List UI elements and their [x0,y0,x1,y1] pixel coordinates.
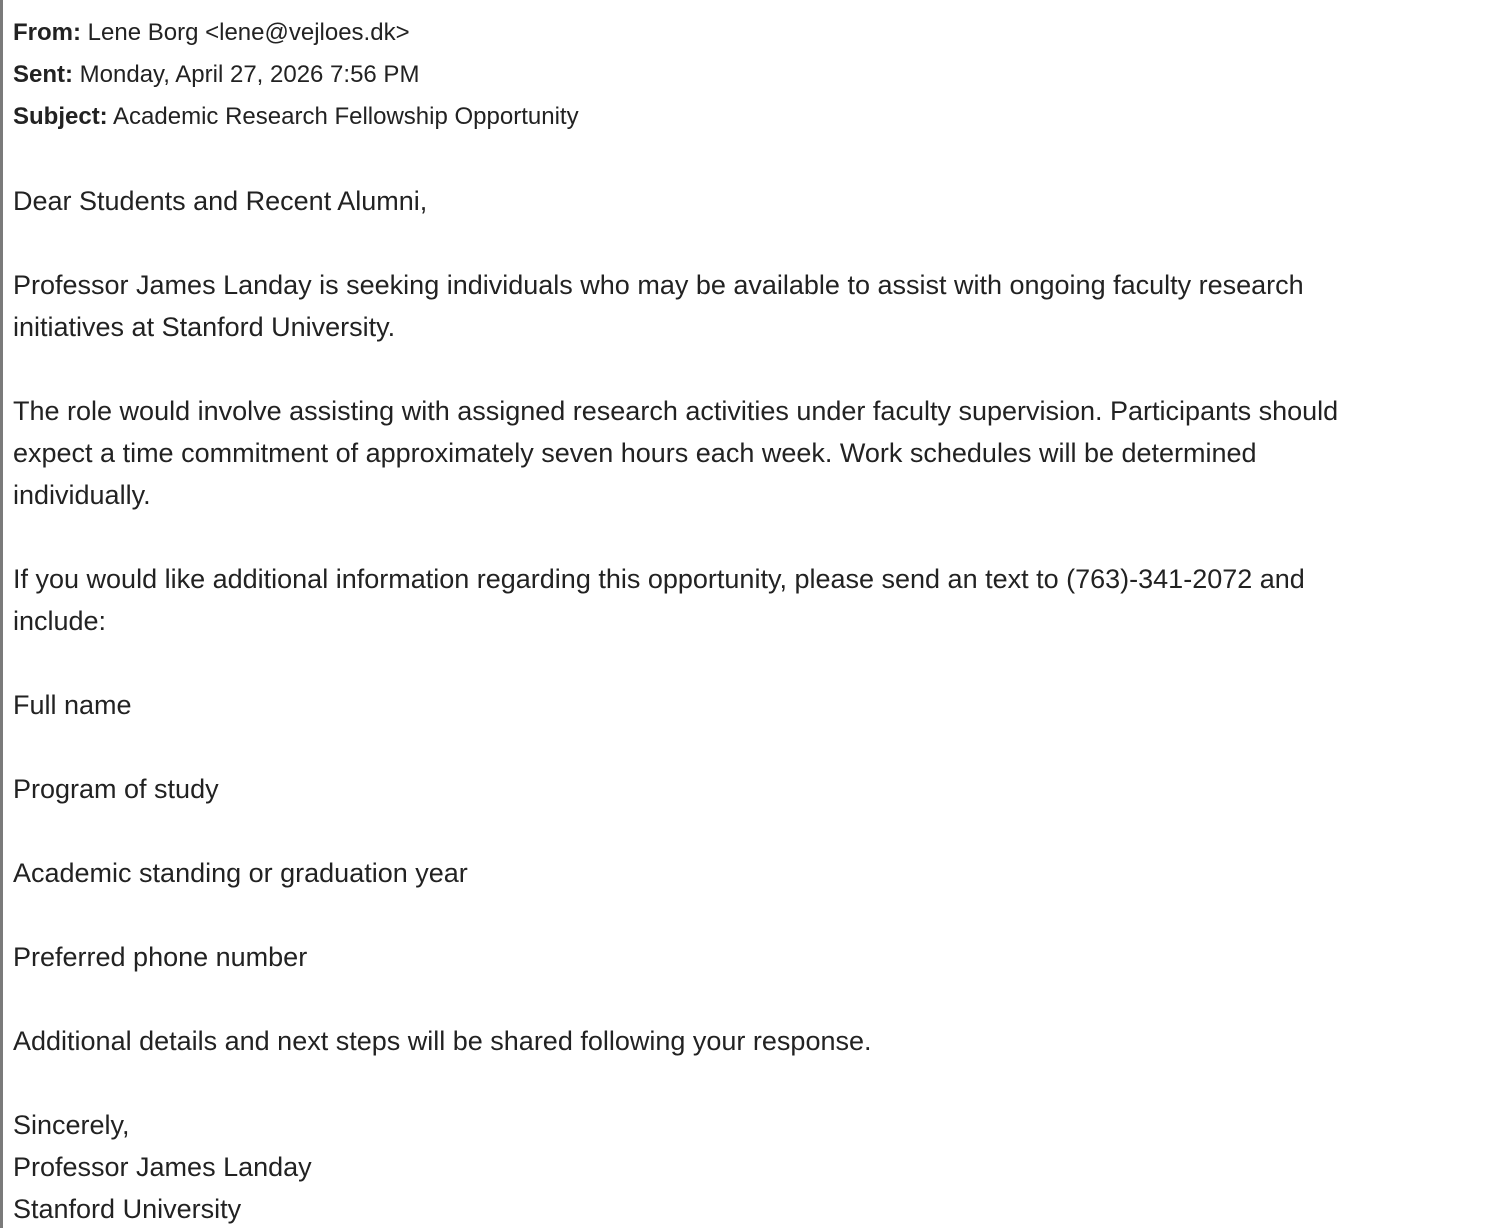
signature [13,1104,1498,1230]
email-header [13,12,1498,138]
text-line: If you would like additional information regarding this opportunity, please send an text to (763)-341-2072 and [13,564,1305,594]
list-item: Full name [13,690,132,720]
subject-value: Academic Research Fellowship Opportunity [113,103,579,130]
list-item: Preferred phone number [13,942,308,972]
text-line: Professor James Landay is seeking individuals who may be available to assist with ongoing faculty research [13,270,1304,300]
email-body [13,180,1498,1230]
paragraph-intro [13,264,1498,348]
text-line: expect a time commitment of approximately seven hours each week. Work schedules will be determined [13,438,1257,468]
left-border [0,0,3,1228]
text-line: individually. [13,480,151,510]
signer-name: Professor James Landay [13,1152,312,1182]
signoff: Sincerely, [13,1110,130,1140]
from-label: From: [13,19,81,46]
list-item: Academic standing or graduation year [13,858,468,888]
text-line: The role would involve assisting with assigned research activities under faculty supervision. Participants should [13,396,1339,426]
from-row [13,12,1498,54]
subject-label: Subject: [13,103,108,130]
text-line: include: [13,606,107,636]
paragraph-contact [13,558,1498,642]
signer-affiliation: Stanford University [13,1194,242,1224]
list-item: Program of study [13,774,219,804]
text-line: initiatives at Stanford University. [13,312,396,342]
from-value: Lene Borg <lene@vejloes.dk> [87,19,410,46]
sent-label: Sent: [13,61,73,88]
email-message [13,12,1498,1230]
sent-value: Monday, April 27, 2026 7:56 PM [79,61,420,88]
subject-row [13,96,1498,138]
sent-row [13,54,1498,96]
paragraph-role [13,390,1498,516]
closing-note: Additional details and next steps will be shared following your response. [13,1026,872,1056]
greeting: Dear Students and Recent Alumni, [13,186,428,216]
